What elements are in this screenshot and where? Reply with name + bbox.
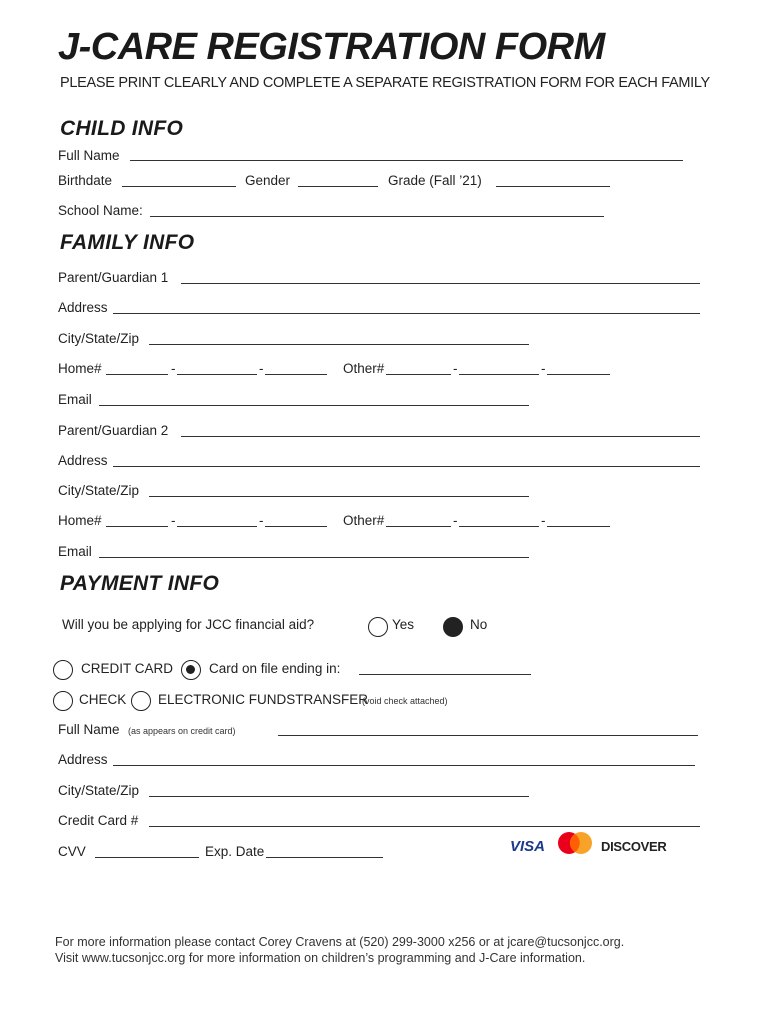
email2-label: Email bbox=[58, 544, 92, 559]
email1-label: Email bbox=[58, 392, 92, 407]
other1-field-prefix[interactable] bbox=[459, 374, 539, 375]
discover-logo-icon: DISCOVER bbox=[601, 839, 667, 854]
cardholder-name-note: (as appears on credit card) bbox=[128, 726, 236, 736]
check-radio[interactable] bbox=[53, 691, 73, 711]
other1-field-line[interactable] bbox=[547, 374, 610, 375]
guardian2-field[interactable] bbox=[181, 436, 700, 437]
mastercard-logo-icon bbox=[556, 831, 594, 857]
other2-field-area[interactable] bbox=[386, 526, 451, 527]
home2-field-prefix[interactable] bbox=[177, 526, 257, 527]
cardholder-name-field[interactable] bbox=[278, 735, 698, 736]
aid-no-radio[interactable] bbox=[443, 617, 463, 637]
card-on-file-label: Card on file ending in: bbox=[209, 661, 341, 676]
email1-field[interactable] bbox=[99, 405, 529, 406]
other2-dash-b: - bbox=[541, 513, 546, 528]
billing-address-field[interactable] bbox=[113, 765, 695, 766]
guardian2-label: Parent/Guardian 2 bbox=[58, 423, 169, 438]
home1-label: Home# bbox=[58, 361, 102, 376]
eft-note: (void check attached) bbox=[362, 696, 448, 706]
footer-website: Visit www.tucsonjcc.org for more information on children’s programming and J-Care information. bbox=[55, 951, 586, 965]
school-name-field[interactable] bbox=[150, 216, 604, 217]
credit-card-radio[interactable] bbox=[53, 660, 73, 680]
child-full-name-label: Full Name bbox=[58, 148, 120, 163]
home1-dash-a: - bbox=[171, 361, 176, 376]
credit-card-label: CREDIT CARD bbox=[81, 661, 174, 676]
birthdate-label: Birthdate bbox=[58, 173, 113, 188]
selected-dot-icon bbox=[186, 665, 195, 674]
aid-yes-label: Yes bbox=[392, 617, 415, 632]
grade-label: Grade (Fall ’21) bbox=[388, 173, 482, 188]
section-family-info: FAMILY INFO bbox=[60, 231, 195, 254]
address1-label: Address bbox=[58, 300, 108, 315]
address1-field[interactable] bbox=[113, 313, 700, 314]
financial-aid-question: Will you be applying for JCC financial aid? bbox=[62, 617, 315, 632]
billing-address-label: Address bbox=[58, 752, 108, 767]
other2-dash-a: - bbox=[453, 513, 458, 528]
exp-date-field[interactable] bbox=[266, 857, 383, 858]
city2-label: City/State/Zip bbox=[58, 483, 140, 498]
form-title: J-CARE REGISTRATION FORM bbox=[58, 26, 605, 68]
email2-field[interactable] bbox=[99, 557, 529, 558]
home2-dash-a: - bbox=[171, 513, 176, 528]
card-number-label: Credit Card # bbox=[58, 813, 139, 828]
other1-field-area[interactable] bbox=[386, 374, 451, 375]
home2-field-line[interactable] bbox=[265, 526, 327, 527]
other2-field-line[interactable] bbox=[547, 526, 610, 527]
cardholder-name-label: Full Name bbox=[58, 722, 120, 737]
home1-field-area[interactable] bbox=[106, 374, 168, 375]
form-subtitle: PLEASE PRINT CLEARLY AND COMPLETE A SEPARATE REGISTRATION FORM FOR EACH FAMILY bbox=[60, 75, 710, 91]
city1-field[interactable] bbox=[149, 344, 529, 345]
visa-logo-icon: VISA bbox=[510, 838, 546, 855]
eft-radio[interactable] bbox=[131, 691, 151, 711]
aid-no-label: No bbox=[470, 617, 488, 632]
guardian1-field[interactable] bbox=[181, 283, 700, 284]
guardian1-label: Parent/Guardian 1 bbox=[58, 270, 169, 285]
check-label: CHECK bbox=[79, 692, 127, 707]
other2-field-prefix[interactable] bbox=[459, 526, 539, 527]
home1-field-prefix[interactable] bbox=[177, 374, 257, 375]
footer-contact: For more information please contact Corey Cravens at (520) 299-3000 x256 or at jcare@tucsonjcc.org. bbox=[55, 935, 625, 949]
billing-city-field[interactable] bbox=[149, 796, 529, 797]
other1-label: Other# bbox=[343, 361, 385, 376]
home1-field-line[interactable] bbox=[265, 374, 327, 375]
eft-label: ELECTRONIC FUNDSTRANSFER bbox=[158, 692, 369, 707]
section-payment-info: PAYMENT INFO bbox=[60, 572, 220, 595]
home2-label: Home# bbox=[58, 513, 102, 528]
home2-dash-b: - bbox=[259, 513, 264, 528]
gender-label: Gender bbox=[245, 173, 291, 188]
home2-field-area[interactable] bbox=[106, 526, 168, 527]
card-on-file-field[interactable] bbox=[359, 674, 531, 675]
address2-label: Address bbox=[58, 453, 108, 468]
card-on-file-radio[interactable] bbox=[181, 660, 201, 680]
exp-date-label: Exp. Date bbox=[205, 844, 265, 859]
section-child-info: CHILD INFO bbox=[60, 117, 184, 140]
grade-field[interactable] bbox=[496, 186, 610, 187]
other1-dash-a: - bbox=[453, 361, 458, 376]
city2-field[interactable] bbox=[149, 496, 529, 497]
aid-yes-radio[interactable] bbox=[368, 617, 388, 637]
billing-city-label: City/State/Zip bbox=[58, 783, 140, 798]
other1-dash-b: - bbox=[541, 361, 546, 376]
cvv-label: CVV bbox=[58, 844, 86, 859]
home1-dash-b: - bbox=[259, 361, 264, 376]
child-full-name-field[interactable] bbox=[130, 160, 683, 161]
card-number-field[interactable] bbox=[149, 826, 700, 827]
birthdate-field[interactable] bbox=[122, 186, 236, 187]
other2-label: Other# bbox=[343, 513, 385, 528]
address2-field[interactable] bbox=[113, 466, 700, 467]
gender-field[interactable] bbox=[298, 186, 378, 187]
school-name-label: School Name: bbox=[58, 203, 143, 218]
cvv-field[interactable] bbox=[95, 857, 199, 858]
city1-label: City/State/Zip bbox=[58, 331, 140, 346]
